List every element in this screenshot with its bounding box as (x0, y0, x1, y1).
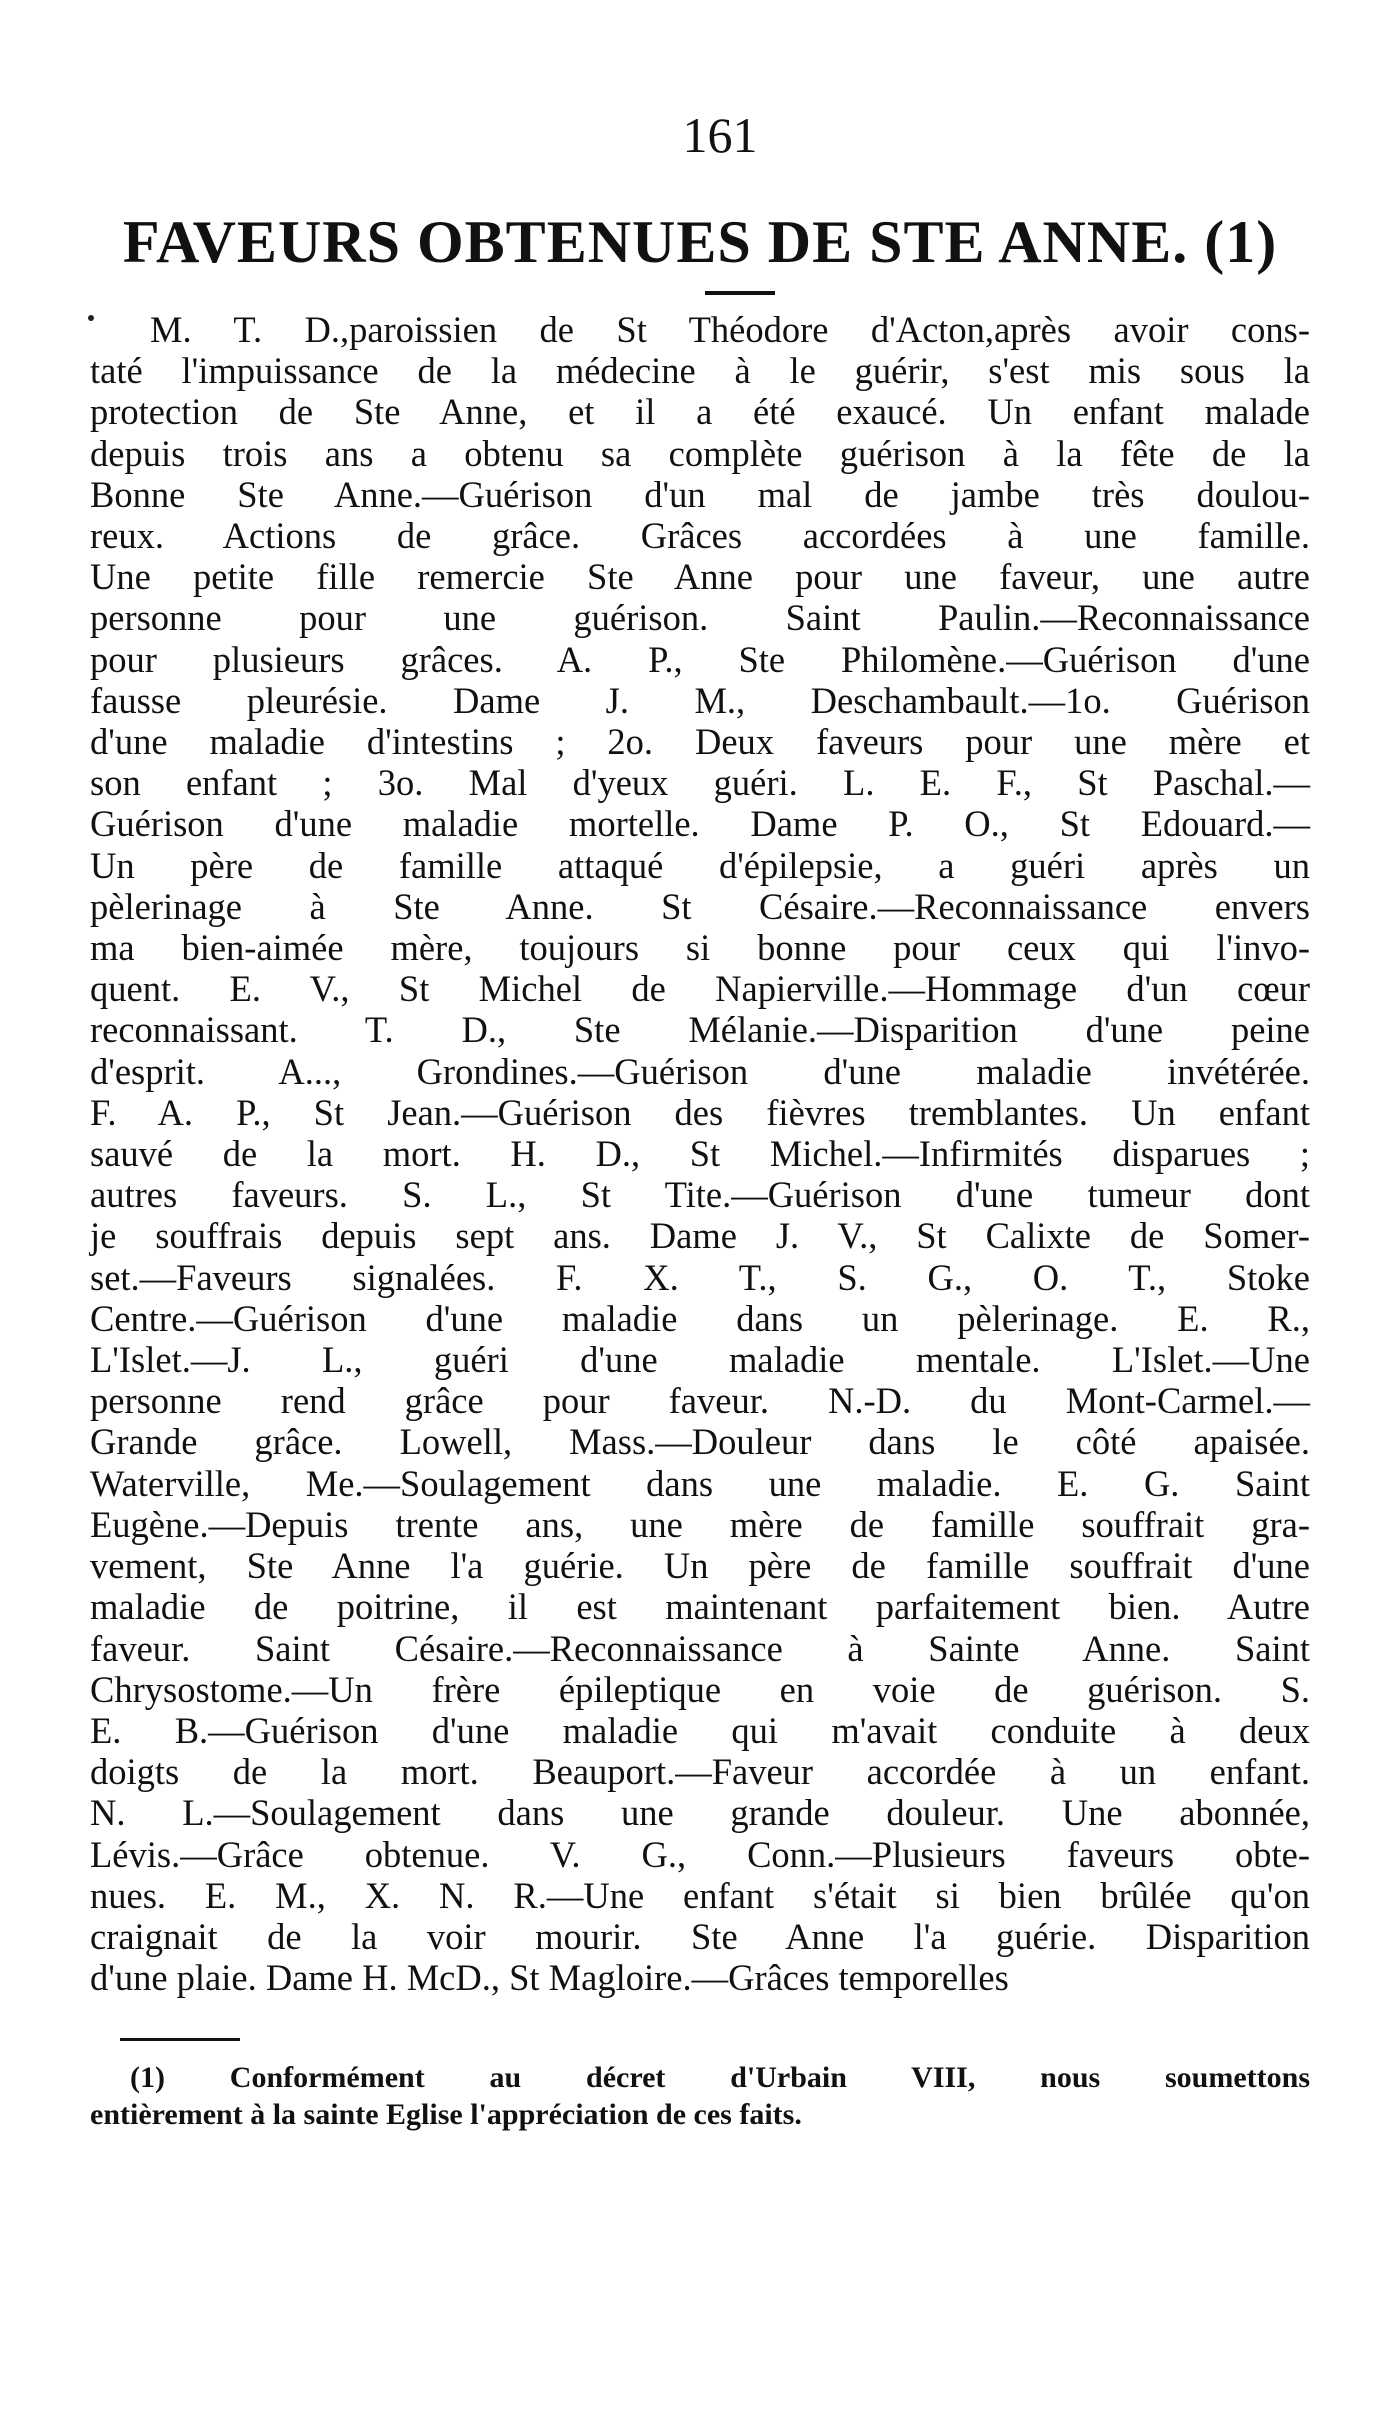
text-line: quent. E. V., St Michel de Napierville.—Hommage d'un cœur (90, 968, 1310, 1010)
text-line: N. L.—Soulagement dans une grande douleur. Une abonnée, (90, 1792, 1310, 1834)
footnote-line: (1) Conformément au décret d'Urbain VIII, nous soumettons (130, 2061, 1310, 2095)
text-line: Une petite fille remercie Ste Anne pour une faveur, une autre (90, 556, 1310, 598)
text-line: pour plusieurs grâces. A. P., Ste Philomène.—Guérison d'une (90, 638, 1310, 680)
text-line: E. B.—Guérison d'une maladie qui m'avait conduite à deux (90, 1709, 1310, 1751)
text-line: d'une plaie. Dame H. McD., St Magloire.—Grâces temporelles (90, 1957, 1009, 1999)
text-line: personne pour une guérison. Saint Paulin.—Reconnaissance (90, 597, 1310, 639)
title-rule (705, 291, 775, 295)
text-line: vement, Ste Anne l'a guérie. Un père de famille souffrait d'une (90, 1545, 1310, 1587)
text-line: Grande grâce. Lowell, Mass.—Douleur dans le côté apaisée. (90, 1421, 1310, 1463)
text-line: sauvé de la mort. H. D., St Michel.—Infirmités disparues ; (90, 1133, 1310, 1175)
text-line: nues. E. M., X. N. R.—Une enfant s'était si bien brûlée qu'on (90, 1874, 1310, 1916)
text-line: son enfant ; 3o. Mal d'yeux guéri. L. E. F., St Paschal.— (90, 762, 1310, 804)
text-line: fausse pleurésie. Dame J. M., Deschambault.—1o. Guérison (90, 679, 1310, 721)
page-title: FAVEURS OBTENUES DE STE ANNE. (1) (122, 209, 1278, 275)
text-line: reux. Actions de grâce. Grâces accordées à une famille. (90, 515, 1310, 557)
footnote-line: entièrement à la sainte Eglise l'appréciation de ces faits. (90, 2098, 802, 2132)
text-line: Eugène.—Depuis trente ans, une mère de famille souffrait gra- (90, 1503, 1310, 1545)
text-line: reconnaissant. T. D., Ste Mélanie.—Disparition d'une peine (90, 1009, 1310, 1051)
text-line: L'Islet.—J. L., guéri d'une maladie mentale. L'Islet.—Une (90, 1339, 1310, 1381)
text-line: Bonne Ste Anne.—Guérison d'un mal de jambe très doulou- (90, 473, 1310, 515)
text-line: d'une maladie d'intestins ; 2o. Deux faveurs pour une mère et (90, 721, 1310, 763)
text-line: faveur. Saint Césaire.—Reconnaissance à Sainte Anne. Saint (90, 1627, 1310, 1669)
text-line: maladie de poitrine, il est maintenant parfaitement bien. Autre (90, 1586, 1310, 1628)
text-line: taté l'impuissance de la médecine à le guérir, s'est mis sous la (90, 350, 1310, 392)
print-speck (88, 315, 94, 321)
text-line: craignait de la voir mourir. Ste Anne l'a guérie. Disparition (90, 1915, 1310, 1957)
text-line: Centre.—Guérison d'une maladie dans un pèlerinage. E. R., (90, 1297, 1310, 1339)
text-line: pèlerinage à Ste Anne. St Césaire.—Reconnaissance envers (90, 885, 1310, 927)
text-line: ma bien-aimée mère, toujours si bonne pour ceux qui l'invo- (90, 927, 1310, 969)
text-line: F. A. P., St Jean.—Guérison des fièvres tremblantes. Un enfant (90, 1091, 1310, 1133)
text-line: Un père de famille attaqué d'épilepsie, a guéri après un (90, 844, 1310, 886)
text-line: autres faveurs. S. L., St Tite.—Guérison d'une tumeur dont (90, 1174, 1310, 1216)
text-line: set.—Faveurs signalées. F. X. T., S. G., O. T., Stoke (90, 1256, 1310, 1298)
body-text (90, 309, 1310, 1998)
text-line: Chrysostome.—Un frère épileptique en voie de guérison. S. (90, 1668, 1310, 1710)
text-line: je souffrais depuis sept ans. Dame J. V., St Calixte de Somer- (90, 1215, 1310, 1257)
text-line: M. T. D.,paroissien de St Théodore d'Acton,après avoir cons- (150, 309, 1310, 350)
text-line: Waterville, Me.—Soulagement dans une maladie. E. G. Saint (90, 1462, 1310, 1504)
document-page (90, 105, 1310, 2133)
page-number: 161 (682, 107, 758, 163)
text-line: d'esprit. A..., Grondines.—Guérison d'une maladie invétérée. (90, 1050, 1310, 1092)
text-line: protection de Ste Anne, et il a été exaucé. Un enfant malade (90, 391, 1310, 433)
text-line: doigts de la mort. Beauport.—Faveur accordée à un enfant. (90, 1751, 1310, 1793)
footnote-rule (120, 2038, 240, 2041)
footnote (90, 2059, 1310, 2133)
text-line: depuis trois ans a obtenu sa complète guérison à la fête de la (90, 432, 1310, 474)
text-line: Lévis.—Grâce obtenue. V. G., Conn.—Plusieurs faveurs obte- (90, 1833, 1310, 1875)
text-line: Guérison d'une maladie mortelle. Dame P. O., St Edouard.— (90, 803, 1310, 845)
text-line: personne rend grâce pour faveur. N.-D. du Mont-Carmel.— (90, 1380, 1310, 1422)
